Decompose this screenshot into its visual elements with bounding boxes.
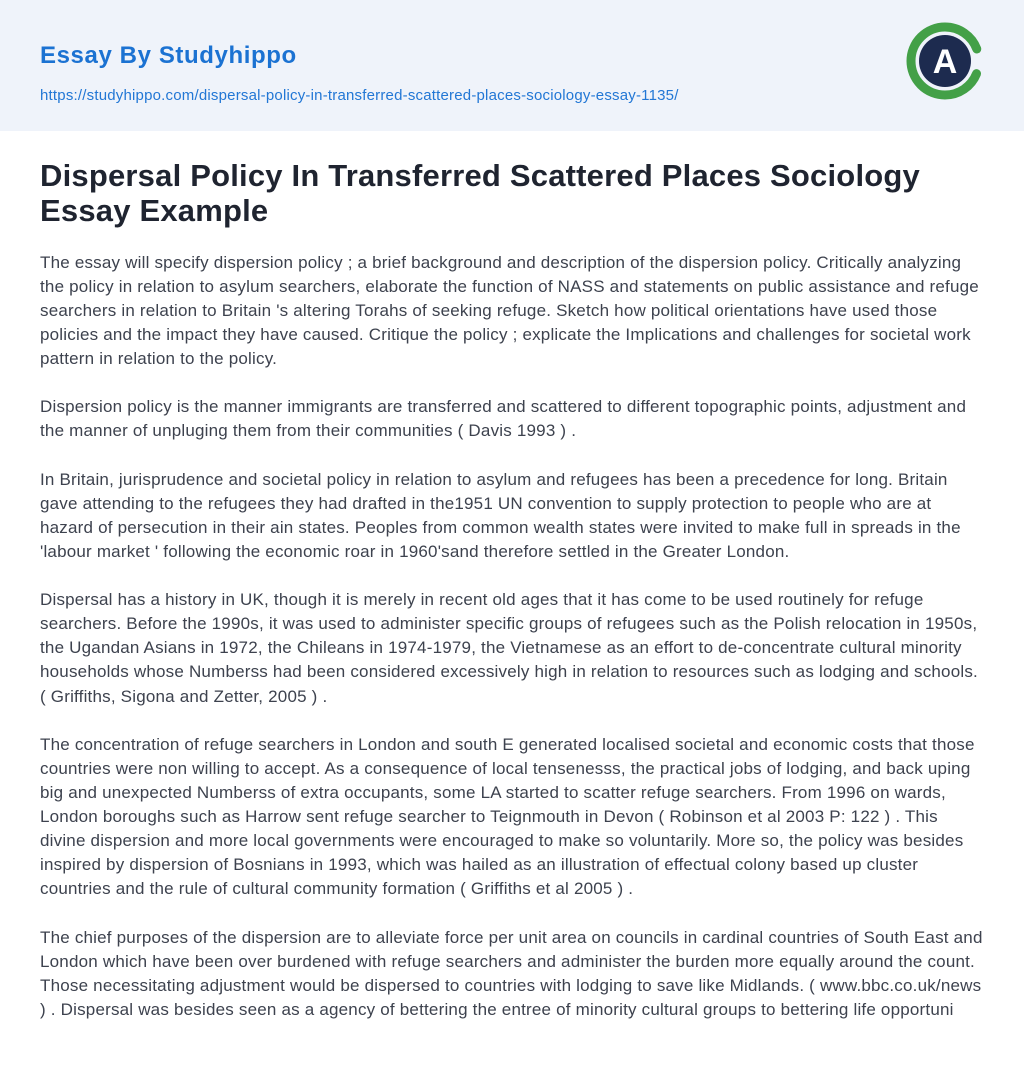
essay-paragraph: Dispersal has a history in UK, though it is merely in recent old ages that it has come to be used routinely for refuge searchers. Before the 1990s, it was used to administer specific groups of refugees such as the Polish relocation in 1950s, the Ugandan Asians in 1972, the Chileans in 1974-1979, the Vietnamese as an effort to de-concentrate cultural minority households whose Numberss had been considered excessively high in relation to resources such as lodging and schools. ( Griffiths, Sigona and Zetter, 2005 ) .: [40, 590, 978, 706]
essay-paragraph: The chief purposes of the dispersion are to alleviate force per unit area on councils in cardinal countries of South East and London which have been over burdened with refuge searchers and administer the burden more equally around the count. Those necessitating adjustment would be dispersed to countries with lodging to save like Midlands. ( www.bbc.co.uk/news ) . Dispersal was besides seen as a agency of bettering the entree of minority cultural groups to bettering life opportuni: [40, 927, 983, 1019]
studyhippo-logo-icon: [904, 20, 986, 102]
source-url-link[interactable]: https://studyhippo.com/dispersal-policy-in-transferred-scattered-places-sociology-essay-1135/: [40, 87, 679, 104]
essay-paragraph: The concentration of refuge searchers in London and south E generated localised societal and economic costs that those countries were non willing to accept. As a consequence of local tensenesss, the practical jobs of lodging, and back uping big and unexpected Numberss of extra occupants, some LA started to scatter refuge searchers. From 1996 on wards, London boroughs such as Harrow sent refuge searcher to Teignmouth in Devon ( Robinson et al 2003 P: 122 ) . This divine dispersion and more local governments were encouraged to make so voluntarily. More so, the policy was besides inspired by dispersion of Bosnians in 1993, which was hailed as an illustration of effectual colony based up cluster countries and the rule of cultural community formation ( Griffiths et al 2005 ) .: [40, 734, 975, 899]
essay-paragraph: In Britain, jurisprudence and societal policy in relation to asylum and refugees has been a precedence for long. Britain gave attending to the refugees they had drafted in the1951 UN convention to supply protection to people who are at hazard of persecution in their ain states. Peoples from common wealth states were invited to make full in spreads in the 'labour market ' following the economic roar in 1960'sand therefore settled in the Greater London.: [40, 469, 961, 561]
page-header: [0, 0, 1024, 131]
article-main: [0, 131, 1024, 1066]
essay-body: [40, 251, 984, 1022]
essay-paragraph: Dispersion policy is the manner immigrants are transferred and scattered to different topographic points, adjustment and the manner of unpluging them from their communities ( Davis 1993 ) .: [40, 397, 967, 441]
article-title: Dispersal Policy In Transferred Scattered Places Sociology Essay Example: [40, 158, 920, 229]
essay-paragraph: The essay will specify dispersion policy ; a brief background and description of the dispersion policy. Critically analyzing the policy in relation to asylum searchers, elaborate the function of NASS and statements on public assistance and refuge searchers in relation to Britain 's altering Torahs of seeking refuge. Sketch how political orientations have used those policies and the impact they have caused. Critique the policy ; explicate the Implications and challenges for societal work pattern in relation to the policy.: [40, 252, 979, 369]
logo-letter: A: [932, 43, 958, 81]
site-title-link[interactable]: Essay By Studyhippo: [40, 42, 297, 69]
